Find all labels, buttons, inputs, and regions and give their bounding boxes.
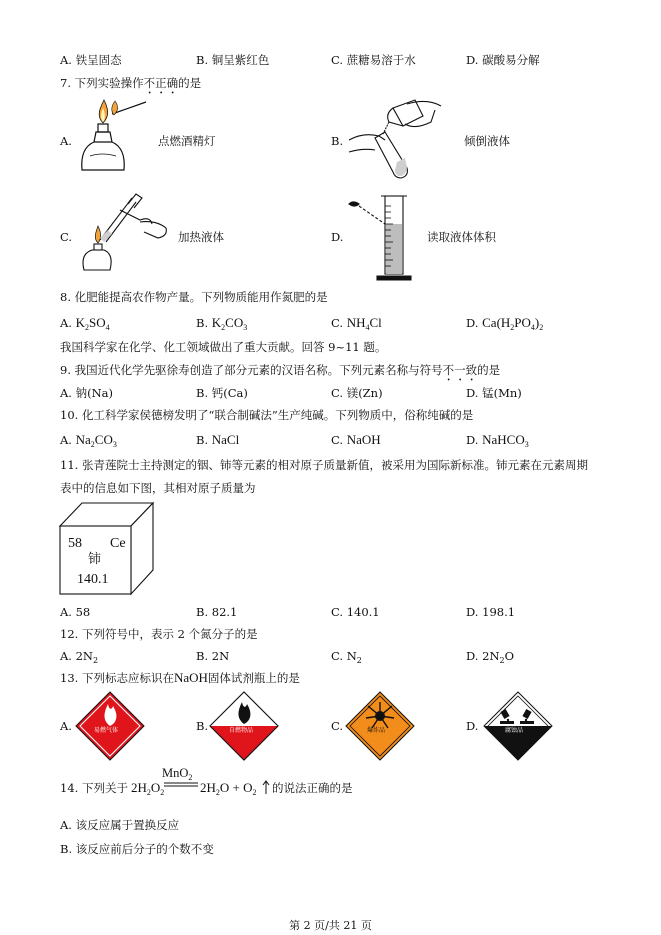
q14-stem: 14. 下列关于 $2H_2O_2$: [60, 780, 165, 797]
q14-catalyst: MnO$_2$: [162, 766, 193, 782]
q9-option-b: B. 钙(Ca): [196, 386, 248, 400]
corrosive-label: 腐蚀品: [505, 727, 524, 734]
graduated-cylinder-reading-illustration: [345, 190, 421, 284]
q7-b-text: 倾倒液体: [464, 134, 510, 148]
q6-option-c: C. 蔗糖易溶于水: [331, 53, 416, 67]
q8-option-b: B. $K_2CO_3$: [196, 315, 248, 332]
q9-option-a: A. 钠(Na): [60, 386, 114, 400]
cell-atomic-number: 58: [68, 536, 82, 551]
q13-d-letter: D.: [466, 719, 479, 733]
spontaneously-combustible-label: 自燃物品: [229, 727, 254, 734]
q12-option-d: D. $2N_2O$: [466, 649, 515, 665]
q6-option-b: B. 铜呈紫红色: [196, 53, 270, 67]
q9-option-d: D. 锰(Mn): [466, 386, 522, 400]
q7-a-letter: A.: [60, 134, 72, 148]
q7-c-text: 加热液体: [178, 230, 224, 244]
q9-stem: 9. 我国近代化学先驱徐寿创造了部分元素的汉语名称。下列元素名称与符号不一致的是: [60, 363, 501, 377]
q8-stem: 8. 化肥能提高农作物产量。下列物质能用作氮肥的是: [60, 290, 328, 304]
q8-option-a: A. $K_2SO_4$: [60, 315, 110, 332]
q7-c-letter: C.: [60, 230, 73, 244]
section-intro: 我国科学家在化学、化工领域做出了重大贡献。回答 9~11 题。: [60, 340, 387, 354]
cell-element-symbol: Ce: [110, 536, 126, 551]
flammable-gas-sign: [74, 690, 146, 762]
alcohol-lamp-lighting-illustration: [72, 96, 154, 176]
q13-stem: 13. 下列标志应标识在NaOH固体试剂瓶上的是: [60, 670, 300, 685]
spontaneously-combustible-sign: [208, 690, 280, 762]
q8-option-d: D. $Ca(H_2PO_4)_2$: [466, 315, 544, 332]
heating-liquid-illustration: [70, 190, 174, 276]
q10-option-a: A. $Na_2CO_3$: [60, 432, 117, 449]
pouring-liquid-illustration: [345, 96, 443, 182]
cell-element-name: 铈: [88, 552, 102, 567]
reaction-equals-arrow: [164, 782, 198, 788]
q10-option-d: D. NaHCO$_3$: [466, 432, 529, 449]
explosive-sign: [344, 690, 416, 762]
q7-d-text: 读取液体体积: [427, 230, 496, 244]
q11-option-b: B. 82.1: [196, 605, 238, 619]
q11-stem-line1: 11. 张青莲院士主持测定的铟、铈等元素的相对原子质量新值，被采用为国际新标准。铈元素在元素周期: [60, 458, 588, 472]
page-footer: 第 2 页/共 21 页: [289, 919, 372, 932]
q10-stem: 10. 化工科学家侯德榜发明了“联合制碱法”生产纯碱。下列物质中，俗称纯碱的是: [60, 408, 474, 422]
q11-stem-line2: 表中的信息如下图，其相对原子质量为: [60, 481, 256, 495]
q14-stem-tail: 的说法正确的是: [272, 781, 353, 795]
q12-option-c: C. $N_2$: [331, 649, 362, 665]
q6-option-d: D. 碳酸易分解: [466, 53, 540, 67]
q7-a-text: 点燃酒精灯: [158, 134, 216, 148]
q12-option-a: A. $2N_2$: [60, 649, 99, 665]
gas-evolution-arrow: [262, 780, 270, 794]
q11-option-a: A. 58: [60, 605, 91, 619]
q13-a-letter: A.: [60, 719, 72, 733]
q9-option-c: C. 镁(Zn): [331, 386, 383, 400]
q10-option-b: B. NaCl: [196, 432, 240, 447]
q13-c-letter: C.: [331, 719, 344, 733]
q14-products: $2H_2O + O_2$: [200, 780, 257, 797]
q14-option-a: A. 该反应属于置换反应: [60, 818, 180, 832]
explosive-label: 爆炸品: [367, 727, 386, 734]
q11-option-c: C. 140.1: [331, 605, 380, 619]
q11-option-d: D. 198.1: [466, 605, 516, 619]
q7-stem: 7. 下列实验操作不正确的是: [60, 76, 202, 90]
q8-option-c: C. $NH_4Cl$: [331, 315, 382, 332]
flammable-gas-label: 易燃气体: [94, 727, 119, 734]
q10-option-c: C. NaOH: [331, 432, 381, 447]
q12-stem: 12. 下列符号中，表示 2 个氮分子的是: [60, 627, 258, 641]
q12-option-b: B. 2N: [196, 649, 230, 663]
q6-option-a: A. 铁呈固态: [60, 53, 122, 67]
q7-b-letter: B.: [331, 134, 344, 148]
corrosive-sign: [482, 690, 554, 762]
q7-d-letter: D.: [331, 230, 344, 244]
cell-atomic-mass: 140.1: [77, 572, 109, 587]
q14-option-b: B. 该反应前后分子的个数不变: [60, 842, 214, 856]
q13-b-letter: B.: [196, 719, 209, 733]
